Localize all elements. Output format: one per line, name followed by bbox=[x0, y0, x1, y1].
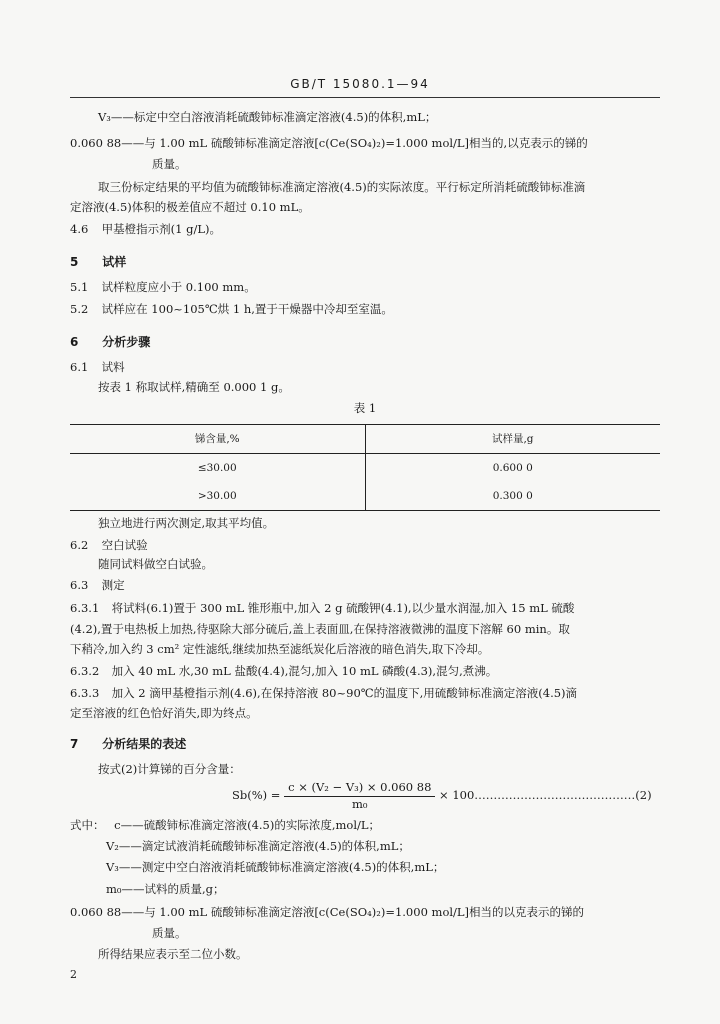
item-4-6 bbox=[70, 222, 660, 238]
antimony-formula bbox=[232, 780, 672, 812]
section-7-title: 分析结果的表述 bbox=[102, 737, 187, 751]
def-c: c——硫酸铈标准滴定溶液(4.5)的实际浓度,mol/L； bbox=[114, 818, 381, 832]
item-6-2-number: 6.2 bbox=[70, 538, 89, 552]
formula-numerator: c × (V₂ − V₃) × 0.060 88 bbox=[284, 780, 435, 797]
item-6-2-title: 空白试验 bbox=[101, 538, 148, 552]
formula-fraction bbox=[284, 780, 435, 812]
final-note: 所得结果应表示至二位小数。 bbox=[98, 947, 248, 961]
v3-definition: V₃——标定中空白溶液消耗硫酸铈标准滴定溶液(4.5)的体积,mL； bbox=[98, 110, 437, 124]
table-cell-mass: 0.600 0 bbox=[365, 454, 661, 482]
formula-intro: 按式(2)计算锑的百分含量： bbox=[98, 762, 241, 776]
def-v2: V₂——滴定试液消耗硫酸铈标准滴定溶液(4.5)的体积,mL； bbox=[106, 839, 410, 853]
section-6-number: 6 bbox=[70, 335, 79, 349]
average-paragraph-line2: 定溶液(4.5)体积的极差值应不超过 0.10 mL。 bbox=[70, 200, 310, 214]
item-6-3-title: 测定 bbox=[101, 578, 125, 592]
section-6-heading bbox=[70, 334, 660, 350]
item-6-1-heading bbox=[70, 360, 660, 376]
item-5-2 bbox=[70, 302, 660, 318]
item-4-6-text: 甲基橙指示剂(1 g/L)。 bbox=[101, 222, 221, 236]
table-row bbox=[70, 454, 660, 482]
item-6-3-1-line2: (4.2),置于电热板上加热,待驱除大部分硫后,盖上表面皿,在保持溶液微沸的温度下溶解 60 min。取 bbox=[70, 622, 570, 636]
section-5-number: 5 bbox=[70, 255, 79, 269]
item-5-1-text: 试样粒度应小于 0.100 mm。 bbox=[101, 280, 256, 294]
item-6-3-1-number: 6.3.1 bbox=[70, 601, 100, 615]
page-number: 2 bbox=[70, 968, 77, 981]
table-row bbox=[70, 482, 660, 510]
item-6-3-3-text: 加入 2 滴甲基橙指示剂(4.6),在保持溶液 80~90℃的温度下,用硫酸铈标准滴定溶液(4.5)滴 bbox=[111, 686, 578, 700]
item-6-2-text: 随同试料做空白试验。 bbox=[98, 557, 213, 571]
table-cell-antimony: >30.00 bbox=[197, 489, 237, 502]
item-6-1-title: 试料 bbox=[101, 360, 125, 374]
section-7-heading bbox=[70, 736, 660, 752]
constant-definition-line1: 0.060 88——与 1.00 mL 硫酸铈标准滴定溶液[c(Ce(SO₄)₂)=1.000 mol/L]相当的,以克表示的锑的 bbox=[70, 136, 588, 150]
item-5-2-number: 5.2 bbox=[70, 302, 89, 316]
table-cell-antimony: ≤30.00 bbox=[197, 461, 237, 474]
item-6-3-number: 6.3 bbox=[70, 578, 89, 592]
item-6-3-3-number: 6.3.3 bbox=[70, 686, 100, 700]
item-6-2-heading bbox=[70, 538, 660, 554]
item-6-1-text: 按表 1 称取试样,精确至 0.000 1 g。 bbox=[98, 380, 290, 394]
where-line bbox=[70, 818, 660, 834]
def-v3: V₃——测定中空白溶液消耗硫酸铈标准滴定溶液(4.5)的体积,mL； bbox=[106, 860, 445, 874]
average-paragraph-line1: 取三份标定结果的平均值为硫酸铈标准滴定溶液(4.5)的实际浓度。平行标定所消耗硫酸铈标准滴 bbox=[98, 180, 586, 194]
standard-header: GB/T 15080.1—94 bbox=[290, 77, 430, 91]
def-constant-line2: 质量。 bbox=[152, 926, 187, 940]
table-header-mass: 试样量,g bbox=[365, 425, 661, 453]
item-6-3-heading bbox=[70, 578, 660, 594]
def-constant-line1: 0.060 88——与 1.00 mL 硫酸铈标准滴定溶液[c(Ce(SO₄)₂)=1.000 mol/L]相当的以克表示的锑的 bbox=[70, 905, 585, 919]
after-table-note: 独立地进行两次测定,取其平均值。 bbox=[98, 516, 275, 530]
item-5-1 bbox=[70, 280, 660, 296]
table-title: 表 1 bbox=[353, 401, 377, 415]
item-6-3-3-line1 bbox=[70, 686, 660, 702]
section-5-title: 试样 bbox=[102, 255, 127, 269]
item-4-6-number: 4.6 bbox=[70, 222, 89, 236]
item-5-1-number: 5.1 bbox=[70, 280, 89, 294]
item-6-3-1-line1 bbox=[70, 601, 660, 617]
item-6-3-1-text: 将试料(6.1)置于 300 mL 锥形瓶中,加入 2 g 硫酸钾(4.1),以少量水润湿,加入 15 mL 硫酸 bbox=[111, 601, 575, 615]
formula-denominator: m₀ bbox=[351, 796, 368, 811]
table-header-antimony: 锑含量,% bbox=[194, 432, 240, 445]
constant-definition-line2: 质量。 bbox=[152, 157, 187, 171]
def-m0: m₀——试料的质量,g； bbox=[106, 882, 225, 896]
item-6-3-2-text: 加入 40 mL 水,30 mL 盐酸(4.4),混匀,加入 10 mL 磷酸(4.3),混匀,煮沸。 bbox=[111, 664, 498, 678]
item-5-2-text: 试样应在 100~105℃烘 1 h,置于干燥器中冷却至室温。 bbox=[101, 302, 393, 316]
header-rule bbox=[70, 97, 660, 98]
formula-tail: × 100……………………………………(2) bbox=[439, 788, 652, 803]
sample-mass-table bbox=[70, 424, 660, 511]
item-6-3-1-line3: 下稍冷,加入约 3 cm² 定性滤纸,继续加热至滤纸炭化后溶液的暗色消失,取下冷却。 bbox=[70, 642, 490, 656]
section-5-heading bbox=[70, 254, 660, 270]
table-cell-mass: 0.300 0 bbox=[365, 482, 661, 510]
formula-lhs: Sb(%) = bbox=[232, 788, 281, 803]
item-6-3-3-line2: 定至溶液的红色恰好消失,即为终点。 bbox=[70, 706, 258, 720]
item-6-1-number: 6.1 bbox=[70, 360, 89, 374]
section-7-number: 7 bbox=[70, 737, 79, 751]
section-6-title: 分析步骤 bbox=[102, 335, 151, 349]
where-label: 式中： bbox=[70, 818, 105, 832]
item-6-3-2 bbox=[70, 664, 660, 680]
table-header-row bbox=[70, 425, 660, 454]
item-6-3-2-number: 6.3.2 bbox=[70, 664, 100, 678]
